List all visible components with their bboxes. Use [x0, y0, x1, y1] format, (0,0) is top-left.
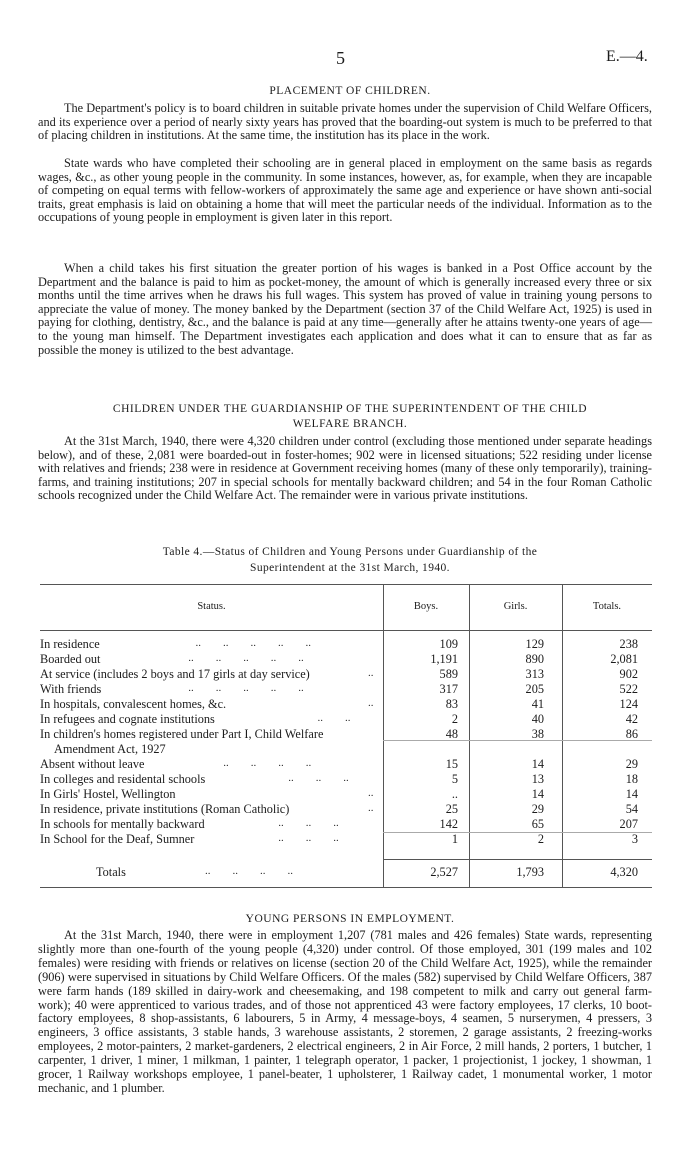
table-row-label: In residence, private institutions (Roman Catholic)	[40, 802, 290, 816]
table-cell-girls: 65	[531, 817, 544, 831]
table-cell-boys: 1	[451, 832, 458, 846]
totals-rule	[383, 859, 652, 860]
column-divider	[383, 584, 384, 887]
table-cell-totals: 207	[619, 817, 638, 831]
column-header-boys: Boys.	[413, 601, 439, 612]
table-cell-boys: 589	[439, 667, 458, 681]
table-cell-totals: 14	[625, 787, 638, 801]
table-row-label: At service (includes 2 boys and 17 girls at day service)	[40, 667, 310, 681]
table-cell-girls: 14	[531, 757, 544, 771]
table-row-label: In School for the Deaf, Sumner	[40, 832, 195, 846]
column-header-totals: Totals.	[592, 601, 622, 612]
dot-leader: ..	[368, 697, 374, 709]
guardianship-paragraph: At the 31st March, 1940, there were 4,320 children under control (excluding those mentioned under separate headings below), and of these, 2,081 were boarded-out in foster-homes; 902 were in licensed situations; 522 residing under license with relatives and friends; 238 were in residence at Government receiving homes (many of these only temporarily), training-farms, and training institutions; 207 in special schools for mentally backward children; and 54 in the four Roman Catholic schools recognized under the Child Welfare Act. The remainder were in various private institutions.	[38, 434, 652, 503]
table-cell-boys: 317	[439, 682, 458, 696]
table-title-line1: Table 4.—Status of Children and Young Persons under Guardianship of the	[162, 546, 538, 558]
table-row-label: In children's homes registered under Part I, Child Welfare	[40, 727, 324, 741]
page-number: 5	[336, 48, 345, 68]
dot-leader: .. .. .. .. ..	[180, 652, 304, 664]
table-cell-girls: 890	[525, 652, 544, 666]
table-cell-girls: 41	[531, 697, 544, 711]
table-cell-totals: 124	[619, 697, 638, 711]
employment-heading: YOUNG PERSONS IN EMPLOYMENT.	[245, 913, 455, 925]
table-row-label-continued: Amendment Act, 1927	[54, 742, 166, 756]
totals-cell-boys: 2,527	[430, 865, 458, 879]
placement-paragraph-1: The Department's policy is to board children in suitable private homes under the supervision of Child Welfare Officers, and its experience over a period of nearly sixty years has proved that the boarding-out system is much to be preferred to that of placing children in institutions. At the same time, the institution has its place in the work.	[38, 101, 652, 143]
table-cell-girls: 13	[531, 772, 544, 786]
report-reference: E.—4.	[606, 48, 648, 65]
dot-leader: .. .. ..	[280, 772, 349, 784]
table-cell-girls: 205	[525, 682, 544, 696]
table-cell-boys: 48	[445, 727, 458, 741]
table-row-label: Absent without leave	[40, 757, 145, 771]
table-cell-totals: 54	[625, 802, 638, 816]
table-cell-boys: 109	[439, 637, 458, 651]
table-row-label: In colleges and residental schools	[40, 772, 206, 786]
table-cell-boys: 142	[439, 817, 458, 831]
table-top-rule	[40, 584, 652, 585]
column-header-girls: Girls.	[503, 601, 528, 612]
table-cell-girls: 40	[531, 712, 544, 726]
column-divider	[562, 584, 563, 887]
dot-leader: .. ..	[290, 712, 351, 724]
totals-cell-girls: 1,793	[516, 865, 544, 879]
table-cell-boys: 25	[445, 802, 458, 816]
table-row-label: In Girls' Hostel, Wellington	[40, 787, 176, 801]
table-cell-girls: 38	[531, 727, 544, 741]
table-row-label: In schools for mentally backward	[40, 817, 205, 831]
table-cell-girls: 14	[531, 787, 544, 801]
guardianship-heading-line2: WELFARE BRANCH.	[292, 418, 408, 430]
dot-leader: .. .. .. ..	[215, 757, 312, 769]
table-cell-girls: 2	[537, 832, 544, 846]
table-cell-boys: ..	[451, 787, 458, 801]
table-cell-totals: 2,081	[610, 652, 638, 666]
dot-leader: ..	[368, 667, 374, 679]
table-cell-boys: 2	[451, 712, 458, 726]
table-header-rule	[40, 630, 652, 631]
table-title-line2: Superintendent at the 31st March, 1940.	[250, 562, 450, 574]
table-cell-totals: 42	[625, 712, 638, 726]
table-cell-boys: 1,191	[430, 652, 458, 666]
dot-leader: .. .. .. .. ..	[180, 682, 304, 694]
dot-leader: ..	[368, 802, 374, 814]
dot-leader: ..	[368, 787, 374, 799]
table-cell-girls: 129	[525, 637, 544, 651]
totals-label: Totals	[96, 865, 126, 879]
table-cell-totals: 522	[619, 682, 638, 696]
table-row-label: In hospitals, convalescent homes, &c.	[40, 697, 227, 711]
dot-leader: .. .. ..	[270, 832, 339, 844]
table-cell-boys: 15	[445, 757, 458, 771]
table-cell-girls: 29	[531, 802, 544, 816]
employment-paragraph: At the 31st March, 1940, there were in employment 1,207 (781 males and 426 females) State wards, representing slightly more than one-fourth of the young people (4,320) under control. Of those employed, 301 (199 males and 102 females) were residing with friends or relatives on license (section 20 of the Child Welfare Act, 1925), while the remainder (906) were supervised in situations by Child Welfare Officers. Of the males (582) supervised by Child Welfare Officers, 387 were farm hands (189 skilled in dairy-work and cheesemaking, and 198 competent to milk and carry out general farm-work); 40 were apprenticed to various trades, and of those not apprenticed 43 were factory employees, 17 clerks, 10 boot-factory employees, 8 shop-assistants, 6 labourers, 5 in Army, 4 message-boys, 4 seamen, 5 nurserymen, 4 pressers, 3 engineers, 3 office assistants, 3 stable hands, 3 warehouse assistants, 2 storemen, 2 garage assistants, 2 freezing-works employees, 2 motor-painters, 2 market-gardeners, 2 electrical engineers, 2 in Air Force, 2 mill hands, 2 porters, 1 butcher, 1 carpenter, 1 driver, 1 miner, 1 milkman, 1 painter, 1 telegraph operator, 1 packer, 1 projectionist, 1 jockey, 1 showman, 1 grocer, 1 Railway workshops employee, 1 panel-beater, 1 upholsterer, 1 Railway cadet, 1 monumental worker, 1 motor mechanic, and 1 plumber.	[38, 928, 652, 1095]
totals-cell-totals: 4,320	[610, 865, 638, 879]
placement-paragraph-2: State wards who have completed their schooling are in general placed in employment on the same basis as regards wages, &c., as other young people in the community. In some instances, however, as, for example, when they are incapable of competing on equal terms with fellow-workers of approximately the same age and experience or have shown anti-social traits, great emphasis is laid on obtaining a home that will meet the particular needs of the individual. Information as to the occupations of young people in employment is given later in this report.	[38, 156, 652, 225]
table-row-label: In refugees and cognate institutions	[40, 712, 215, 726]
table-cell-boys: 83	[445, 697, 458, 711]
dot-leader: .. .. ..	[270, 817, 339, 829]
table-cell-totals: 3	[631, 832, 638, 846]
table-row-label: In residence	[40, 637, 100, 651]
table-row-label: Boarded out	[40, 652, 101, 666]
table-cell-boys: 5	[451, 772, 458, 786]
column-header-status: Status.	[197, 601, 226, 612]
table-cell-totals: 238	[619, 637, 638, 651]
dot-leader: .. .. .. .. ..	[190, 637, 311, 649]
table-cell-totals: 18	[625, 772, 638, 786]
placement-paragraph-3: When a child takes his first situation the greater portion of his wages is banked in a Post Office account by the Department and the balance is paid to him as pocket-money, the amount of which is generally increased every three or six months until the time arrives when he draws his full wages. This system has proved of value in training young persons to appreciate the value of money. The money banked by the Department (section 37 of the Child Welfare Act, 1925) is used in paying for clothing, dentistry, &c., and the balance is paid at any time—generally after he attains twenty-one years of age—to the young man himself. The Department investigates each application and does what it can to ensure that as far as possible the money is utilized to the best advantage.	[38, 261, 652, 357]
table-cell-girls: 313	[525, 667, 544, 681]
table-cell-totals: 902	[619, 667, 638, 681]
table-bottom-rule	[40, 887, 652, 888]
table-cell-totals: 86	[625, 727, 638, 741]
table-row-label: With friends	[40, 682, 102, 696]
placement-heading: PLACEMENT OF CHILDREN.	[269, 85, 431, 97]
column-divider	[469, 584, 470, 887]
table-cell-totals: 29	[625, 757, 638, 771]
dot-leader: .. .. .. ..	[205, 865, 293, 877]
guardianship-heading-line1: CHILDREN UNDER THE GUARDIANSHIP OF THE SUPERINTENDENT OF THE CHILD	[112, 403, 588, 415]
